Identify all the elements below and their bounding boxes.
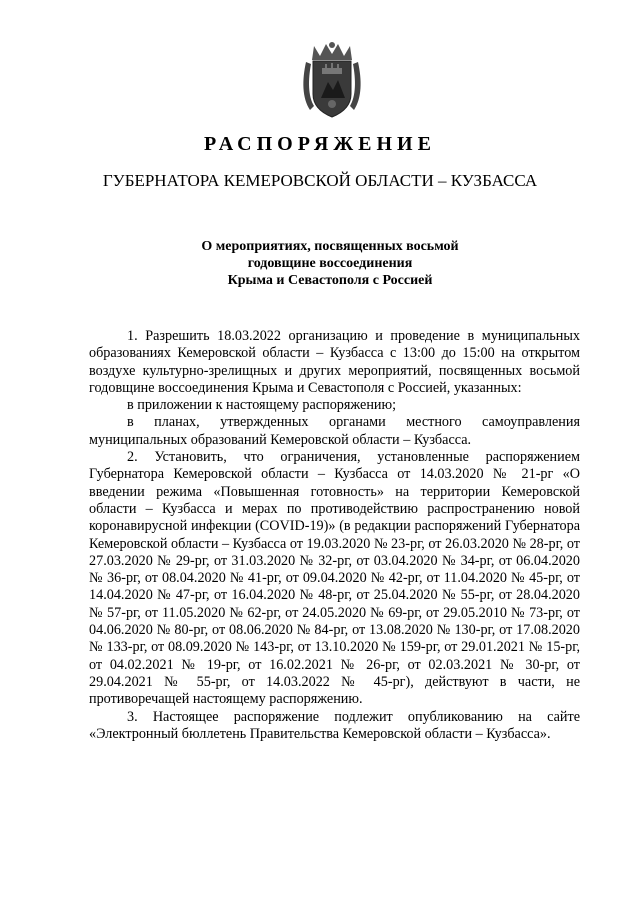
- document-heading: [160, 238, 500, 289]
- coat-of-arms-icon: [300, 40, 364, 120]
- paragraph: 2. Установить, что ограничения, установленные распоряжением Губернатора Кемеровской области – Кузбасса от 14.03.2020 № 21-рг «О введении режима «Повышенная готовность» на территории Кемеровской области – Кузбасса и мерах по противодействию распространению новой коронавирусной инфекции (COVID-19)» (в редакции распоряжений Губернатора Кемеровской области – Кузбасса от 19.03.2020 № 23-рг, от 26.03.2020 № 28-рг, от 27.03.2020 № 29-рг, от 31.03.2020 № 32-рг, от 03.04.2020 № 34-рг, от 06.04.2020 № 36-рг, от 08.04.2020 № 41-рг, от 09.04.2020 № 42-рг, от 11.04.2020 № 45-рг, от 14.04.2020 № 47-рг, от 16.04.2020 № 48-рг, от 25.04.2020 № 55-рг, от 28.04.2020 № 57-рг, от 11.05.2020 № 62-рг, от 24.05.2020 № 69-рг, от 29.05.2010 № 73-рг, от 04.06.2020 № 80-рг, от 08.06.2020 № 84-рг, от 13.08.2020 № 130-рг, от 17.08.2020 № 133-рг, от 08.09.2020 № 143-рг, от 13.10.2020 № 159-рг, от 29.01.2021 № 15-рг, от 04.02.2021 № 19-рг, от 16.02.2021 № 26-рг, от 02.03.2021 № 30-рг, от 29.04.2021 № 55-рг, от 14.03.2022 № 45-рг), действуют в части, не противоречащей настоящему распоряжению.: [89, 449, 580, 708]
- document-subtitle: ГУБЕРНАТОРА КЕМЕРОВСКОЙ ОБЛАСТИ – КУЗБАССА: [102, 171, 538, 190]
- paragraph: 3. Настоящее распоряжение подлежит опубликованию на сайте «Электронный бюллетень Правительства Кемеровской области – Кузбасса».: [89, 708, 580, 742]
- heading-line: Крыма и Севастополя с Россией: [227, 273, 433, 288]
- paragraph: 1. Разрешить 18.03.2022 организацию и проведение в муниципальных образованиях Кемеровской области – Кузбасса с 13:00 до 15:00 на открытом воздухе культурно-зрелищных и других мероприятий, посвященных восьмой годовщине воссоединения Крыма и Севастополя с Россией, указанных:: [89, 328, 580, 396]
- document-body: [89, 328, 580, 743]
- document-title: РАСПОРЯЖЕНИЕ: [204, 133, 436, 155]
- heading-line: О мероприятиях, посвященных восьмой: [201, 239, 459, 254]
- paragraph: в приложении к настоящему распоряжению;: [127, 397, 397, 414]
- heading-line: годовщине воссоединения: [247, 256, 413, 271]
- paragraph: в планах, утвержденных органами местного самоуправления муниципальных образований Кемеровской области – Кузбасса.: [89, 414, 580, 448]
